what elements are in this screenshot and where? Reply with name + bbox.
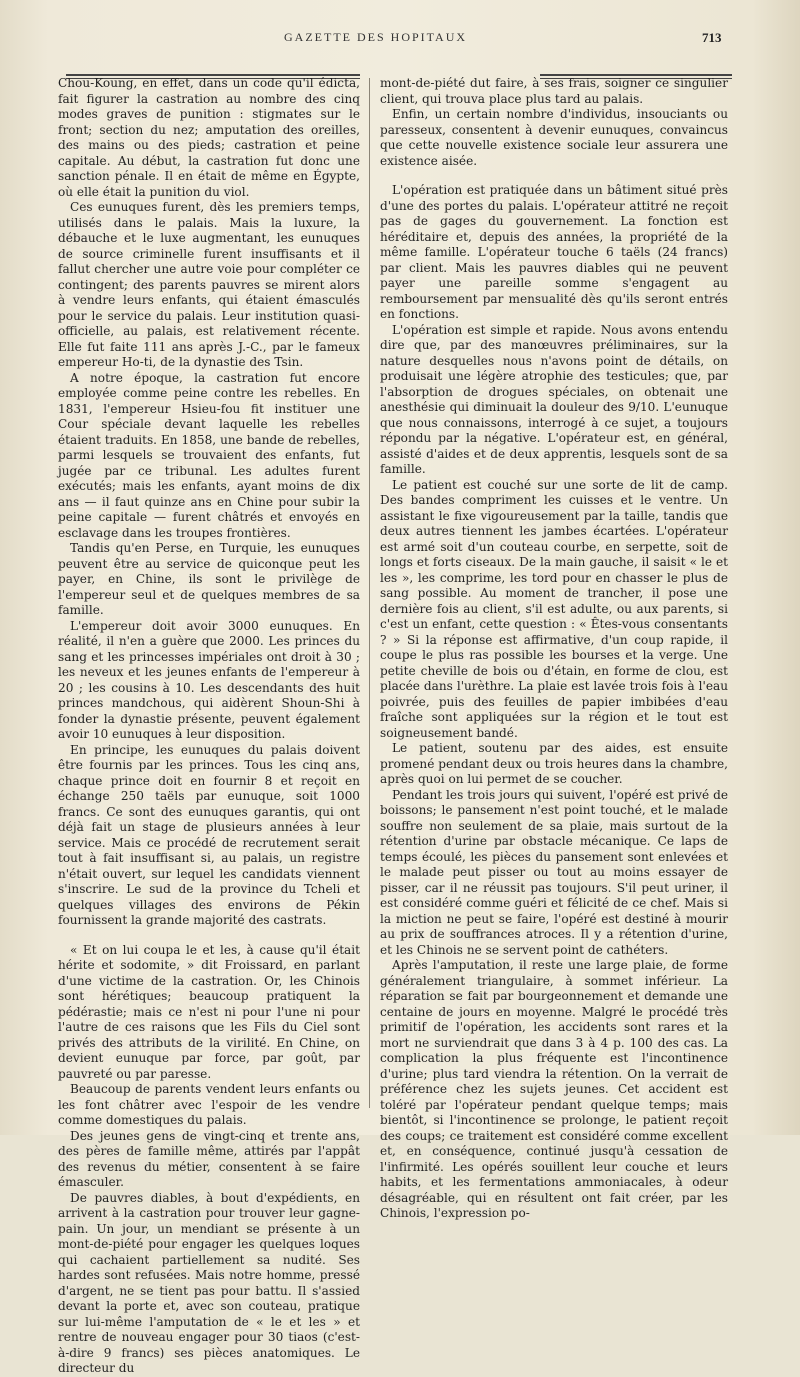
publication-title: GAZETTE DES HOPITAUX <box>284 30 468 44</box>
paragraph: Chou-Koung, en effet, dans un code qu'il édicta, fait figurer la castration au nombre des cinq modes graves de punition : stigmates sur le front; section du nez; amputation des oreilles, des mains ou des pieds; castration et peine capitale. Au début, la castration fut donc une sanction pénale. Il en était de même en Égypte, où elle était la punition du viol. <box>58 76 360 199</box>
column-divider <box>369 78 370 1108</box>
paragraph: Des jeunes gens de vingt-cinq et trente ans, des pères de famille même, attirés par l'appât des revenus du métier, consentent à se faire émasculer. <box>58 1128 360 1189</box>
running-head <box>0 30 800 50</box>
paragraph: Tandis qu'en Perse, en Turquie, les eunuques peuvent être au service de quiconque peut les payer, en Chine, ils sont le privilège de l'empereur seul et de quelques membres de sa famille. <box>58 541 360 617</box>
paragraph: « Et on lui coupa le et les, à cause qu'il était hérite et sodomite, » dit Froissard, en parlant d'une victime de la castration. Or, les Chinois sont hérétiques; beaucoup pratiquent la pédérastie; mais ce n'est ni pour l'une ni pour l'autre de ces raisons que les Fils du Ciel sont privés des attributs de la virilité. En Chine, on devient eunuque par force, par goût, par pauvreté ou par paresse. <box>58 942 360 1081</box>
paragraph: Pendant les trois jours qui suivent, l'opéré est privé de boissons; le pansement n'est point touché, et le malade souffre non seulement de sa plaie, mais surtout de la rétention d'urine par obstacle mécanique. Ce laps de temps écoulé, les pièces du pansement sont enlevées et le malade peut pisser ou tout au moins essayer de pisser, car il ne réussit pas toujours. S'il peut uriner, il est considéré comme guéri et félicité de ce chef. Mais si la miction ne peut se faire, l'opéré est destiné à mourir au prix de souffrances atroces. Il y a rétention d'urine, et les Chinois ne se servent point de cathéters. <box>380 787 728 957</box>
paragraph: Le patient est couché sur une sorte de lit de camp. Des bandes compriment les cuisses et le ventre. Un assistant le fixe vigoureusement par la taille, tandis que deux autres tiennent les jambes écartées. L'opérateur est armé soit d'un couteau courbe, en serpette, soit de longs et forts ciseaux. De la main gauche, il saisit « le et les », les comprime, les tord pour en chasser le plus de sang possible. Au moment de trancher, il pose une dernière fois au client, s'il est adulte, ou aux parents, si c'est un enfant, cette question : « Êtes-vous consentants ? » Si la réponse est affirmative, d'un coup rapide, il coupe le plus ras possible les bourses et la verge. Une petite cheville de bois ou d'étain, en forme de clou, est placée dans l'urèthre. La plaie est lavée trois fois à l'eau poivrée, puis des feuilles de papier imbibées d'eau fraîche sont appliquées sur la région et le tout est soigneusement bandé. <box>380 477 728 740</box>
paragraph: Le patient, soutenu par des aides, est ensuite promené pendant deux ou trois heures dans la chambre, après quoi on lui permet de se coucher. <box>380 741 728 786</box>
paragraph: Enfin, un certain nombre d'individus, insouciants ou paresseux, consentent à devenir eunuques, convaincus que cette nouvelle existence sociale leur assurera une existence aisée. <box>380 107 728 168</box>
paragraph: Beaucoup de parents vendent leurs enfants ou les font châtrer avec l'espoir de les vendre comme domestiques du palais. <box>58 1082 360 1127</box>
paragraph: L'opération est simple et rapide. Nous avons entendu dire que, par des manœuvres préliminaires, sur la nature desquelles nous n'avons point de détails, on produisait une légère atrophie des testicules; que, par l'absorption de drogues spéciales, on obtenait une anesthésie qui diminuait la douleur des 9/10. L'eunuque que nous connaissons, interrogé à ce sujet, a toujours répondu par la négative. L'opérateur est, en général, assisté d'aides et de deux apprentis, lesquels sont de sa famille. <box>380 322 728 476</box>
paragraph: L'empereur doit avoir 3000 eunuques. En réalité, il n'en a guère que 2000. Les princes du sang et les princesses impériales ont droit à 30 ; les neveux et les jeunes enfants de l'empereur à 20 ; les cousins à 10. Les descendants des huit princes mandchous, qui aidèrent Shoun-Shi à fonder la dynastie présente, peuvent également avoir 10 eunuques à leur disposition. <box>58 618 360 741</box>
paragraph: De pauvres diables, à bout d'expédients, en arrivent à la castration pour trouver leur gagne-pain. Un jour, un mendiant se présente à un mont-de-piété pour engager les quelques loques qui cachaient partiellement sa nudité. Ses hardes sont refusées. Mais notre homme, pressé d'argent, ne se tient pas pour battu. Il s'assied devant la porte et, avec son couteau, pratique sur lui-même l'amputation de « le et les » et rentre de nouveau engager pour 30 tiaos (c'est-à-dire 9 francs) ses pièces anatomiques. Le directeur du <box>58 1190 360 1375</box>
right-column <box>380 76 728 1220</box>
paragraph: L'opération est pratiquée dans un bâtiment situé près d'une des portes du palais. L'opérateur attitré ne reçoit pas de gages du gouvernement. La fonction est héréditaire et, depuis des années, la propriété de la même famille. L'opérateur touche 6 taëls (24 francs) par client. Mais les pauvres diables qui ne peuvent payer une pareille somme s'engagent au remboursement par mensualité dès qu'ils seront entrés en fonctions. <box>380 183 728 321</box>
left-column <box>58 76 360 1375</box>
paragraph: Ces eunuques furent, dès les premiers temps, utilisés dans le palais. Mais la luxure, la débauche et le luxe augmentant, les eunuques de source criminelle furent insuffisants et il fallut chercher une autre voie pour compléter ce contingent; des parents pauvres se mirent alors à vendre leurs enfants, qui étaient émasculés pour le service du palais. Leur institution quasi-officielle, au palais, est relativement récente. Elle fut faite 111 ans après J.-C., par le fameux empereur Ho-ti, de la dynastie des Tsin. <box>58 200 360 369</box>
paragraph: Après l'amputation, il reste une large plaie, de forme généralement triangulaire, à sommet inférieur. La réparation se fait par bourgeonnement et demande une centaine de jours en moyenne. Malgré le procédé très primitif de l'opération, les accidents sont rares et la mort ne surviendrait que dans 3 à 4 p. 100 des cas. La complication la plus fréquente est l'incontinence d'urine; plus tard viendra la rétention. On la verrait de préférence chez les sujets jeunes. Cet accident est toléré par l'opérateur pendant quelque temps; mais bientôt, si l'incontinence se prolonge, le patient reçoit des coups; ce traitement est considéré comme excellent et, en conséquence, continué jusqu'à cessation de l'infirmité. Les opérés souillent leur couche et leurs habits, et les fermentations ammoniacales, à odeur désagréable, qui en résultent ont fait créer, par les Chinois, l'expression po- <box>380 958 728 1220</box>
paragraph: En principe, les eunuques du palais doivent être fournis par les princes. Tous les cinq ans, chaque prince doit en fournir 8 et reçoit en échange 250 taëls par eunuque, soit 1000 francs. Ce sont des eunuques garantis, qui ont déjà fait un stage de plusieurs années à leur service. Mais ce procédé de recrutement serait tout à fait insuffisant si, au palais, un registre n'était ouvert, sur lequel les candidats viennent s'inscrire. Le sud de la province du Tcheli et quelques villages des environs de Pékin fournissent la grande majorité des castrats. <box>58 742 360 927</box>
paragraph: mont-de-piété dut faire, à ses frais, soigner ce singulier client, qui trouva place plus tard au palais. <box>380 76 728 106</box>
paragraph: A notre époque, la castration fut encore employée comme peine contre les rebelles. En 1831, l'empereur Hsieu-fou fit instituer une Cour spéciale devant laquelle les rebelles étaient traduits. En 1858, une bande de rebelles, parmi lesquels se trouvaient des enfants, fut jugée par ce tribunal. Les adultes furent exécutés; mais les enfants, ayant moins de dix ans — il faut quinze ans en Chine pour subir la peine capitale — furent châtrés et envoyés en esclavage dans les troupes frontières. <box>58 370 360 540</box>
page-number: 713 <box>702 30 722 45</box>
